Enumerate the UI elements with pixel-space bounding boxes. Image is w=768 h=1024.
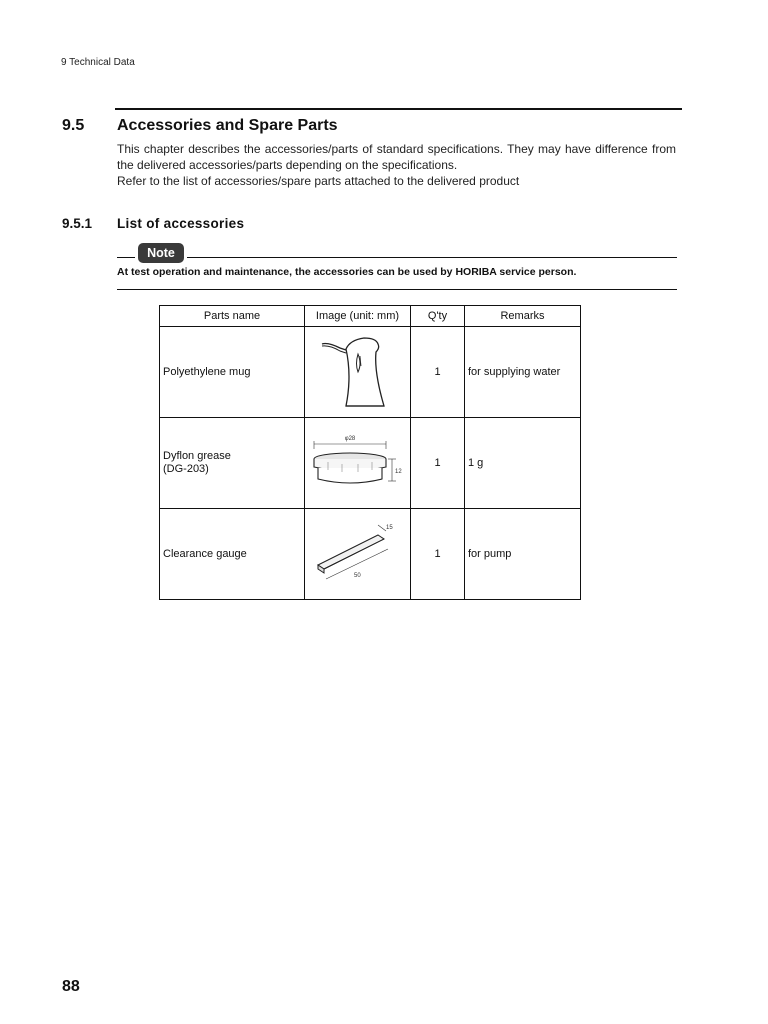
table-row: [160, 327, 581, 418]
table-row: [160, 509, 581, 600]
note-badge: Note: [138, 243, 184, 263]
table-header-row: [160, 306, 581, 327]
note-rule-bottom: [117, 289, 677, 290]
section-divider: [115, 108, 682, 110]
part-name: Clearance gauge: [163, 547, 247, 560]
part-image-cell: [305, 509, 411, 600]
clearance-gauge-drawing: [310, 519, 406, 589]
height-dimension: 12: [394, 469, 402, 475]
page-number: 88: [62, 978, 80, 995]
part-image-cell: [305, 327, 411, 418]
part-name-cell: [160, 509, 305, 600]
part-name-code: (DG-203): [163, 463, 209, 475]
part-name-cell: [160, 418, 305, 509]
header-parts-name: Parts name: [160, 306, 305, 327]
remarks-cell: for supplying water: [465, 327, 581, 418]
intro-paragraph-2: Refer to the list of accessories/spare parts attached to the delivered product: [117, 174, 520, 188]
quantity-cell: 1: [411, 509, 465, 600]
part-image-cell: [305, 418, 411, 509]
quantity-cell: 1: [411, 418, 465, 509]
quantity-cell: 1: [411, 327, 465, 418]
section-intro: [117, 141, 676, 189]
remarks-cell: 1 g: [465, 418, 581, 509]
header-quantity: Q'ty: [411, 306, 465, 327]
accessories-table: [159, 305, 581, 600]
section-title: Accessories and Spare Parts: [117, 117, 338, 134]
grease-container-drawing: [308, 427, 408, 499]
subsection-title: List of accessories: [117, 216, 245, 231]
part-name: Dyflon grease: [163, 450, 231, 462]
header-remarks: Remarks: [465, 306, 581, 327]
subsection-number: 9.5.1: [62, 216, 93, 231]
diameter-dimension: φ28: [344, 436, 355, 442]
remarks-cell: for pump: [465, 509, 581, 600]
part-name: Polyethylene mug: [163, 365, 251, 378]
note-rule-right: [187, 257, 677, 258]
width-dimension: 15: [385, 525, 393, 531]
section-number: 9.5: [62, 117, 85, 134]
polyethylene-mug-drawing: [318, 332, 398, 412]
note-text: At test operation and maintenance, the accessories can be used by HORIBA service person.: [117, 266, 577, 278]
header-image: Image (unit: mm): [305, 306, 411, 327]
running-header: 9 Technical Data: [61, 57, 135, 68]
note-rule-left: [117, 257, 135, 258]
part-name-cell: [160, 327, 305, 418]
table-row: [160, 418, 581, 509]
intro-paragraph-1: This chapter describes the accessories/parts of standard specifications. They may have difference from the delivered accessories/parts depending on the specifications.: [117, 142, 676, 172]
length-dimension: 50: [353, 573, 361, 579]
